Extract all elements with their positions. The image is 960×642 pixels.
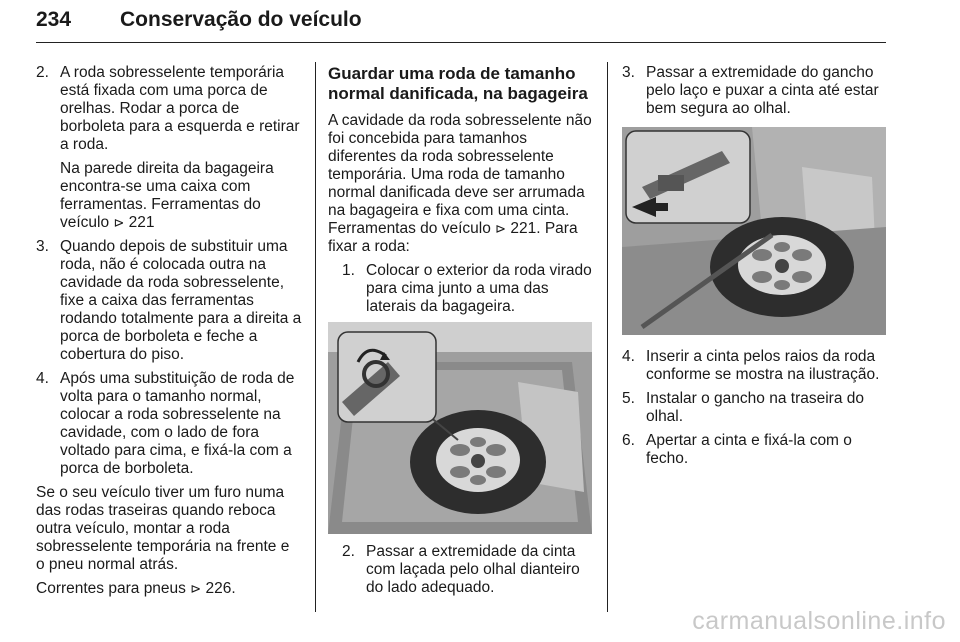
page-ref-link[interactable]: 221 bbox=[128, 214, 155, 231]
cross-ref-icon: ⊳ bbox=[495, 221, 507, 236]
column-divider-1 bbox=[315, 62, 316, 612]
paragraph: Colocar o exterior da roda virado para cima junto a uma das laterais da bagageira. bbox=[366, 262, 592, 315]
list-item bbox=[36, 238, 302, 364]
list-number: 4. bbox=[622, 348, 635, 365]
column-divider-2 bbox=[607, 62, 608, 612]
paragraph: Se o seu veículo tiver um furo numa das rodas traseiras quando reboca outra veículo, montar a roda sobresselente temporária na frente e o pneu normal atrás. bbox=[36, 484, 290, 573]
page-header bbox=[36, 4, 886, 44]
paragraph: Passar a extremidade do gancho pelo laço e puxar a cinta até estar bem segura ao olhal. bbox=[646, 64, 879, 117]
column-3 bbox=[622, 64, 888, 124]
header-rule bbox=[36, 42, 886, 43]
paragraph: Apertar a cinta e fixá-la com o fecho. bbox=[646, 432, 852, 467]
paragraph: Na parede direita da bagageira encontra-se uma caixa com ferramentas. Ferramentas do veículo ⊳ 221 bbox=[60, 160, 274, 231]
list-item bbox=[342, 262, 594, 316]
list-number: 3. bbox=[36, 238, 49, 255]
paragraph: Instalar o gancho na traseira do olhal. bbox=[646, 390, 864, 425]
column-2 bbox=[328, 64, 594, 322]
list-item bbox=[36, 64, 302, 232]
trunk-wheel-illustration-2 bbox=[622, 127, 886, 335]
page-ref-link[interactable]: 221. bbox=[510, 220, 541, 237]
list-number: 3. bbox=[622, 64, 635, 81]
watermark: carmanualsonline.info bbox=[692, 607, 946, 635]
paragraph: Passar a extremidade da cinta com laçada pelo olhal dianteiro do lado adequado. bbox=[366, 543, 580, 596]
section-heading: Guardar uma roda de tamanho normal danificada, na bagageira bbox=[328, 64, 588, 103]
page-number: 234 bbox=[36, 8, 72, 31]
list-item bbox=[622, 390, 888, 426]
paragraph: Correntes para pneus ⊳ 226. bbox=[36, 580, 236, 597]
page-ref-link[interactable]: 226. bbox=[205, 580, 236, 597]
list-number: 2. bbox=[36, 64, 49, 81]
paragraph: A roda sobresselente temporária está fixada com uma porca de orelhas. Rodar a porca de borboleta para a esquerda e retirar a roda. bbox=[60, 64, 300, 153]
paragraph: Após uma substituição de roda de volta para o tamanho normal, colocar a roda sobresselente na cavidade, com o lado de fora voltado para cima, e fixá-la com a porca de borboleta. bbox=[60, 370, 295, 477]
paragraph: Quando depois de substituir uma roda, não é colocada outra na cavidade da roda sobresselente, fixe a caixa das ferramentas rodando totalmente para a direita a porca de borboleta e feche a cobertura do piso. bbox=[60, 238, 302, 363]
list-number: 1. bbox=[342, 262, 355, 279]
list-number: 6. bbox=[622, 432, 635, 449]
list-item bbox=[342, 543, 594, 597]
page-title: Conservação do veículo bbox=[120, 8, 362, 31]
column-3-lower bbox=[622, 348, 888, 474]
list-item bbox=[622, 432, 888, 468]
list-item bbox=[622, 348, 888, 384]
list-item bbox=[36, 370, 302, 478]
cross-ref-icon: ⊳ bbox=[113, 215, 125, 230]
list-item bbox=[622, 64, 888, 118]
column-1 bbox=[36, 64, 302, 604]
list-number: 4. bbox=[36, 370, 49, 387]
paragraph: A cavidade da roda sobresselente não foi concebida para tamanhos diferentes da roda sobresselente temporária. Uma roda de tamanho normal danificada deve ser arrumada na bagageira e fixa com uma cinta. Ferramentas do veículo ⊳ 221. Para fixar a roda: bbox=[328, 112, 592, 255]
paragraph: Inserir a cinta pelos raios da roda conforme se mostra na ilustração. bbox=[646, 348, 880, 383]
trunk-wheel-illustration-1 bbox=[328, 322, 592, 534]
column-2-lower bbox=[328, 543, 594, 603]
cross-ref-icon: ⊳ bbox=[190, 581, 202, 596]
list-number: 5. bbox=[622, 390, 635, 407]
list-number: 2. bbox=[342, 543, 355, 560]
